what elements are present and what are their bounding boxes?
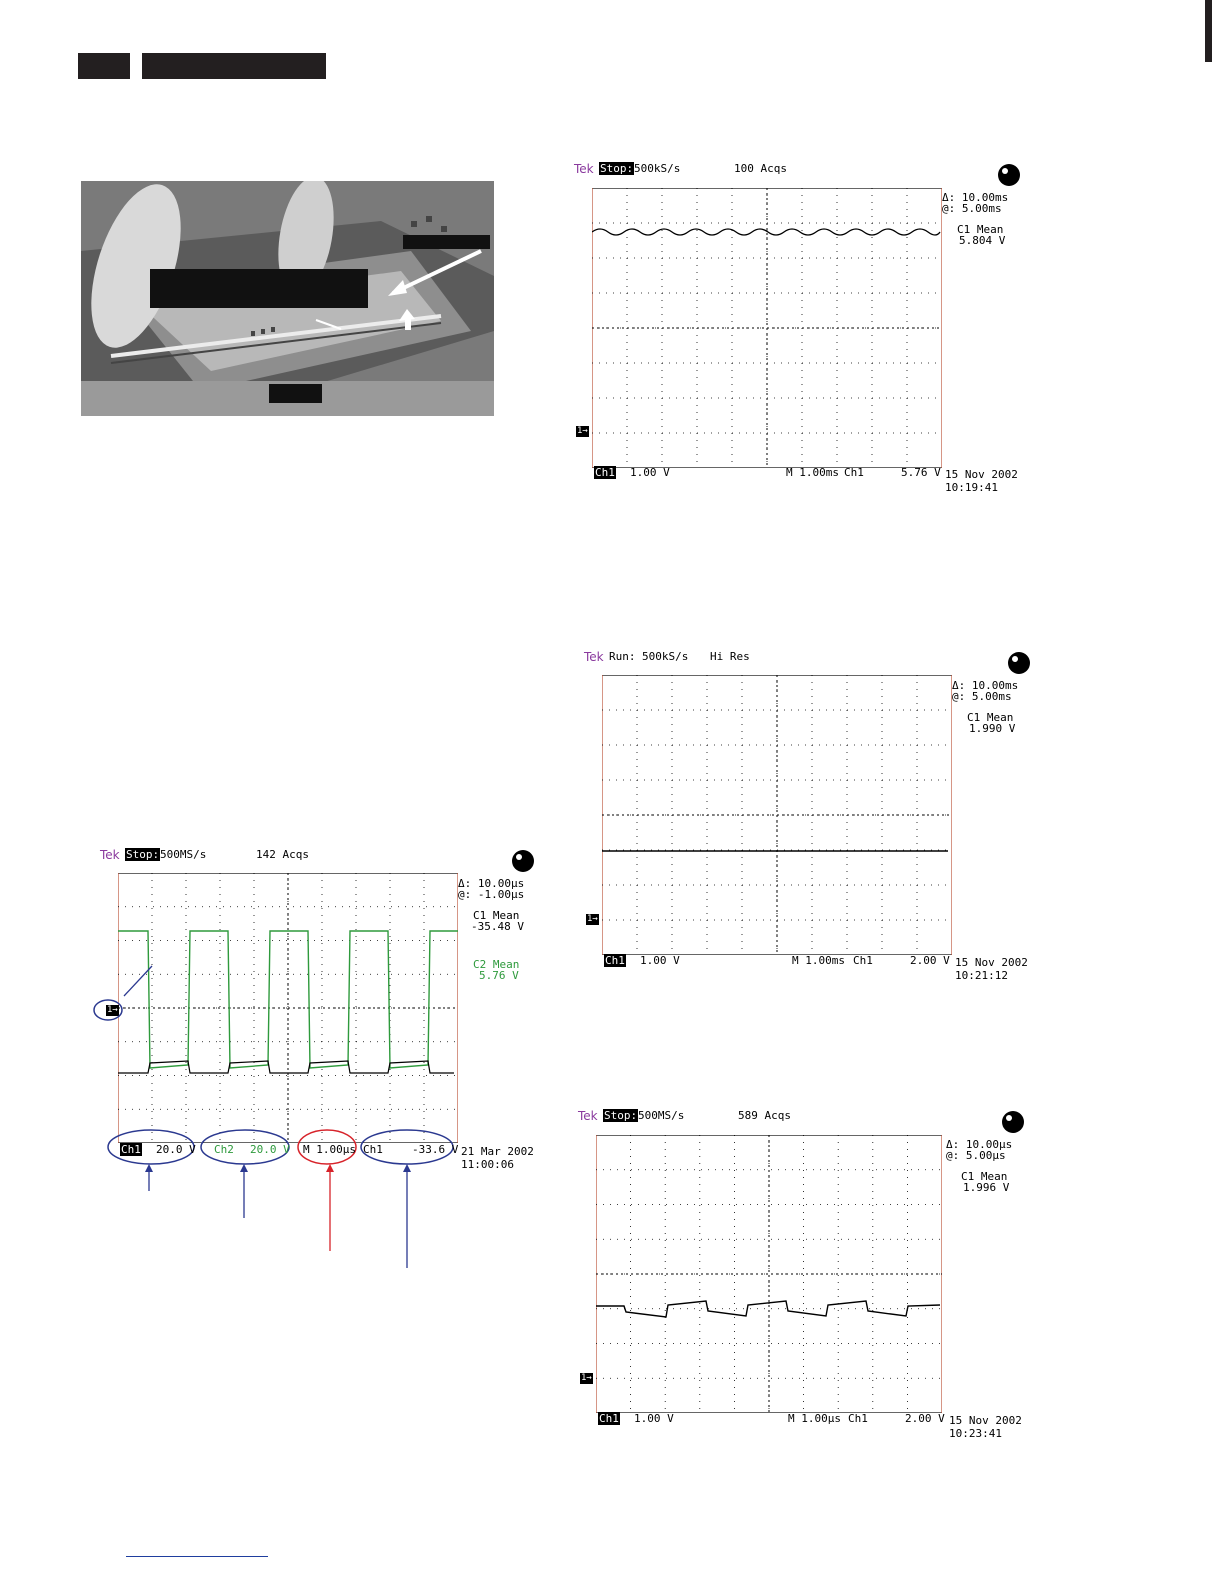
mean-value: 1.996 V bbox=[963, 1181, 1010, 1194]
ground-marker: 1→ bbox=[107, 1005, 118, 1015]
ch2-label: Ch2 bbox=[214, 1143, 234, 1156]
date: 15 Nov 2002 bbox=[945, 468, 1018, 481]
timebase: M 1.00µs bbox=[788, 1412, 841, 1425]
scope-brand: Tek bbox=[574, 162, 594, 176]
date: 15 Nov 2002 bbox=[949, 1414, 1022, 1427]
at-readout: @: 5.00µs bbox=[946, 1149, 1006, 1162]
ground-marker: 1→ bbox=[581, 1373, 592, 1383]
scope-state-label: Stop: bbox=[126, 848, 160, 861]
ch1-scale: 1.00 V bbox=[630, 466, 670, 479]
scope-2-screen bbox=[602, 675, 952, 955]
scope-rate: 500MS/s bbox=[638, 1109, 685, 1122]
ch1-scale: 1.00 V bbox=[634, 1412, 674, 1425]
ch1-scale: 20.0 V bbox=[156, 1143, 196, 1156]
timebase: M 1.00ms bbox=[792, 954, 845, 967]
time: 10:21:12 bbox=[955, 969, 1008, 982]
scope-state-label: Stop: bbox=[604, 1109, 638, 1122]
date: 21 Mar 2002 bbox=[461, 1145, 534, 1158]
at-readout: @: -1.00µs bbox=[458, 888, 525, 901]
scope-brand: Tek bbox=[584, 650, 604, 664]
redacted-label-top-right bbox=[403, 235, 490, 249]
scope-state-label: Stop: bbox=[600, 162, 634, 175]
ch1-label bbox=[120, 1144, 142, 1155]
at-readout: @: 5.00ms bbox=[942, 202, 1002, 215]
scope-acqs: 100 Acqs bbox=[734, 162, 787, 175]
time: 10:23:41 bbox=[949, 1427, 1002, 1440]
scope-rate: 500MS/s bbox=[160, 848, 207, 861]
scope-4 bbox=[570, 1107, 1030, 1447]
ch1-scale: 1.00 V bbox=[640, 954, 680, 967]
trigger-channel: Ch1 bbox=[363, 1143, 383, 1156]
trigger-channel: Ch1 bbox=[844, 466, 864, 479]
delta-readout: Δ: 10.00µs bbox=[946, 1138, 1013, 1151]
mean-value: -35.48 V bbox=[471, 920, 524, 933]
scope-rate: 500kS/s bbox=[642, 650, 689, 663]
scope-brand: Tek bbox=[100, 848, 120, 862]
mean-value: 5.804 V bbox=[959, 234, 1006, 247]
board-photo bbox=[81, 181, 494, 416]
mean2-value: 5.76 V bbox=[479, 969, 519, 982]
timebase: M 1.00ms bbox=[786, 466, 839, 479]
mean2-label: C2 Mean bbox=[473, 958, 520, 971]
side-tab bbox=[1205, 0, 1212, 62]
trigger-level: 2.00 V bbox=[905, 1412, 945, 1425]
ch1-tag: Ch1 bbox=[121, 1143, 141, 1156]
scope-1 bbox=[566, 160, 1026, 500]
ground-marker: 1→ bbox=[577, 426, 588, 436]
mean-label: C1 Mean bbox=[961, 1170, 1008, 1183]
date: 15 Nov 2002 bbox=[955, 956, 1028, 969]
mean-label: C1 Mean bbox=[473, 909, 520, 922]
scope-4-screen bbox=[596, 1135, 942, 1413]
scope-knob-icon bbox=[998, 164, 1020, 186]
header-title-box bbox=[142, 53, 326, 79]
mean-label: C1 Mean bbox=[957, 223, 1004, 236]
delta-readout: Δ: 10.00ms bbox=[942, 191, 1009, 204]
trigger-channel: Ch1 bbox=[853, 954, 873, 967]
scope-knob-icon bbox=[1008, 652, 1030, 674]
mean-value: 1.990 V bbox=[969, 722, 1016, 735]
scope-state bbox=[599, 163, 634, 174]
ch1-label bbox=[598, 1413, 620, 1424]
scope-2 bbox=[576, 648, 1036, 988]
scope-state: Run: bbox=[609, 650, 636, 663]
time: 10:19:41 bbox=[945, 481, 998, 494]
ch1-tag: Ch1 bbox=[595, 466, 615, 479]
scope-brand: Tek bbox=[578, 1109, 598, 1123]
at-readout: @: 5.00ms bbox=[952, 690, 1012, 703]
scope-3 bbox=[92, 846, 552, 1276]
time: 11:00:06 bbox=[461, 1158, 514, 1171]
mean-label: C1 Mean bbox=[967, 711, 1014, 724]
trigger-level: 5.76 V bbox=[901, 466, 941, 479]
ch1-tag: Ch1 bbox=[605, 954, 625, 967]
trigger-channel: Ch1 bbox=[848, 1412, 868, 1425]
scope-knob-icon bbox=[1002, 1111, 1024, 1133]
ground-marker: 1→ bbox=[587, 914, 598, 924]
trigger-level: 2.00 V bbox=[910, 954, 950, 967]
timebase: M 1.00µs bbox=[303, 1143, 356, 1156]
scope-rate: 500kS/s bbox=[634, 162, 681, 175]
header-page-box bbox=[78, 53, 130, 79]
redacted-label-bottom bbox=[269, 384, 322, 403]
trigger-level: -33.6 V bbox=[412, 1143, 459, 1156]
scope-1-screen bbox=[592, 188, 942, 468]
ch1-tag: Ch1 bbox=[599, 1412, 619, 1425]
delta-readout: Δ: 10.00µs bbox=[458, 877, 525, 890]
scope-state bbox=[603, 1110, 638, 1121]
redacted-label-center bbox=[150, 269, 368, 308]
scope-acqs: 589 Acqs bbox=[738, 1109, 791, 1122]
footer-link[interactable] bbox=[126, 1556, 268, 1557]
ch1-label bbox=[604, 955, 626, 966]
scope-acqs: 142 Acqs bbox=[256, 848, 309, 861]
ch1-label bbox=[594, 467, 616, 478]
delta-readout: Δ: 10.00ms bbox=[952, 679, 1019, 692]
scope-acqs: Hi Res bbox=[710, 650, 750, 663]
ch2-scale: 20.0 V bbox=[250, 1143, 290, 1156]
